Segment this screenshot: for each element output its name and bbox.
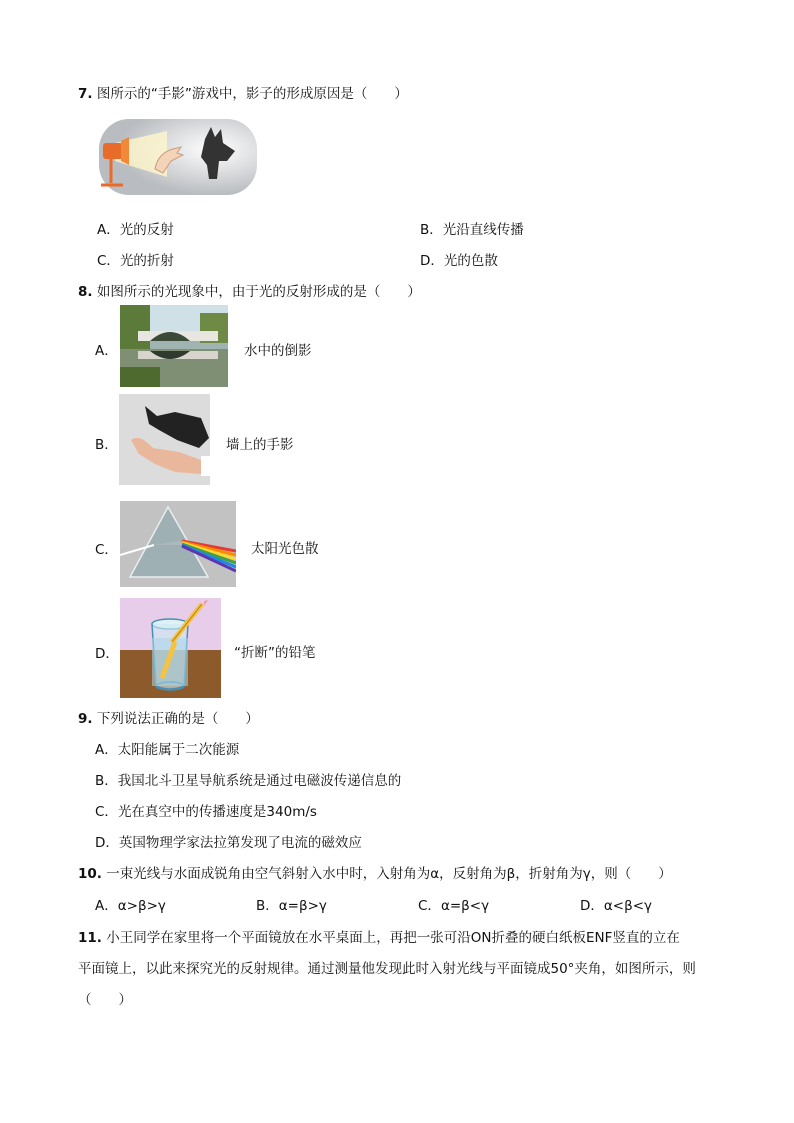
option-letter: B． — [95, 773, 118, 789]
bridge-reflection-photo — [120, 305, 228, 387]
question-number: 11. — [78, 930, 102, 946]
option-text: α=β<γ — [440, 898, 490, 914]
option-text: 光沿直线传播 — [442, 222, 524, 238]
hand-shadow-wall-photo — [119, 394, 210, 485]
option-letter: A． — [97, 222, 120, 238]
option-a[interactable] — [95, 738, 239, 758]
option-letter: D． — [95, 835, 119, 851]
option-letter: C． — [97, 253, 120, 269]
option-b[interactable] — [256, 894, 327, 914]
option-letter: B． — [256, 898, 279, 914]
question-number: 7. — [78, 86, 93, 102]
option-a[interactable] — [95, 894, 166, 914]
option-b[interactable] — [420, 218, 524, 238]
option-text: 我国北斗卫星导航系统是通过电磁波传递信息的 — [117, 773, 402, 789]
option-letter: C． — [418, 898, 441, 914]
option-a[interactable] — [97, 218, 174, 238]
question-number: 8. — [78, 284, 93, 300]
question-number: 10. — [78, 866, 102, 882]
option-text: 光的反射 — [119, 222, 174, 238]
question-8-stem — [78, 280, 421, 300]
option-text: 太阳能属于二次能源 — [117, 742, 240, 758]
option-d-caption: “折断”的铅笔 — [234, 645, 316, 661]
option-letter: B． — [420, 222, 443, 238]
question-7-stem — [78, 82, 408, 102]
question-text-line-1: 小王同学在家里将一个平面镜放在水平桌面上，再把一张可沿ON折叠的硬白纸板ENF竖直的立在 — [106, 930, 680, 946]
question-10-stem — [78, 862, 672, 882]
option-text: 光的折射 — [119, 253, 174, 269]
option-text: 英国物理学家法拉第发现了电流的磁效应 — [118, 835, 362, 851]
option-letter: A． — [95, 898, 118, 914]
question-text-line-2: 平面镜上，以此来探究光的反射规律。通过测量他发现此时入射光线与平面镜成50°夹角，如图所示，则 — [78, 961, 696, 977]
option-text: 光在真空中的传播速度是340m/s — [117, 804, 317, 820]
option-text: α<β<γ — [603, 898, 653, 914]
question-text: 如图所示的光现象中，由于光的反射形成的是（ ） — [96, 284, 421, 300]
option-d[interactable] — [420, 249, 498, 269]
option-a-caption: 水中的倒影 — [244, 343, 312, 359]
option-letter: C． — [95, 804, 118, 820]
option-text: α>β>γ — [117, 898, 166, 914]
hand-shadow-figure — [97, 117, 259, 197]
option-b-caption: 墙上的手影 — [226, 437, 294, 453]
option-d[interactable] — [580, 894, 652, 914]
question-text-line-3: （ ） — [78, 992, 132, 1008]
option-b[interactable] — [95, 769, 401, 789]
question-text: 下列说法正确的是（ ） — [96, 711, 259, 727]
option-text: α=β>γ — [278, 898, 327, 914]
option-c-letter[interactable]: C． — [95, 542, 118, 558]
option-a-letter[interactable]: A． — [95, 343, 118, 359]
question-text: 一束光线与水面成锐角由空气斜射入水中时，入射角为α，反射角为β，折射角为γ，则（ ） — [106, 866, 672, 882]
option-d-letter[interactable]: D． — [95, 646, 119, 662]
option-c[interactable] — [97, 249, 174, 269]
option-letter: D． — [580, 898, 604, 914]
option-text: 光的色散 — [443, 253, 498, 269]
question-11-stem — [78, 926, 680, 946]
option-d[interactable] — [95, 831, 362, 851]
option-c[interactable] — [418, 894, 489, 914]
broken-pencil-image — [120, 598, 221, 698]
question-number: 9. — [78, 711, 93, 727]
option-letter: A． — [95, 742, 118, 758]
option-c[interactable] — [95, 800, 317, 820]
option-letter: D． — [420, 253, 444, 269]
question-text: 图所示的“手影”游戏中，影子的形成原因是（ ） — [96, 86, 408, 102]
option-b-letter[interactable]: B． — [95, 437, 118, 453]
option-c-caption: 太阳光色散 — [251, 541, 319, 557]
prism-dispersion-image — [120, 501, 236, 587]
question-9-stem — [78, 707, 259, 727]
